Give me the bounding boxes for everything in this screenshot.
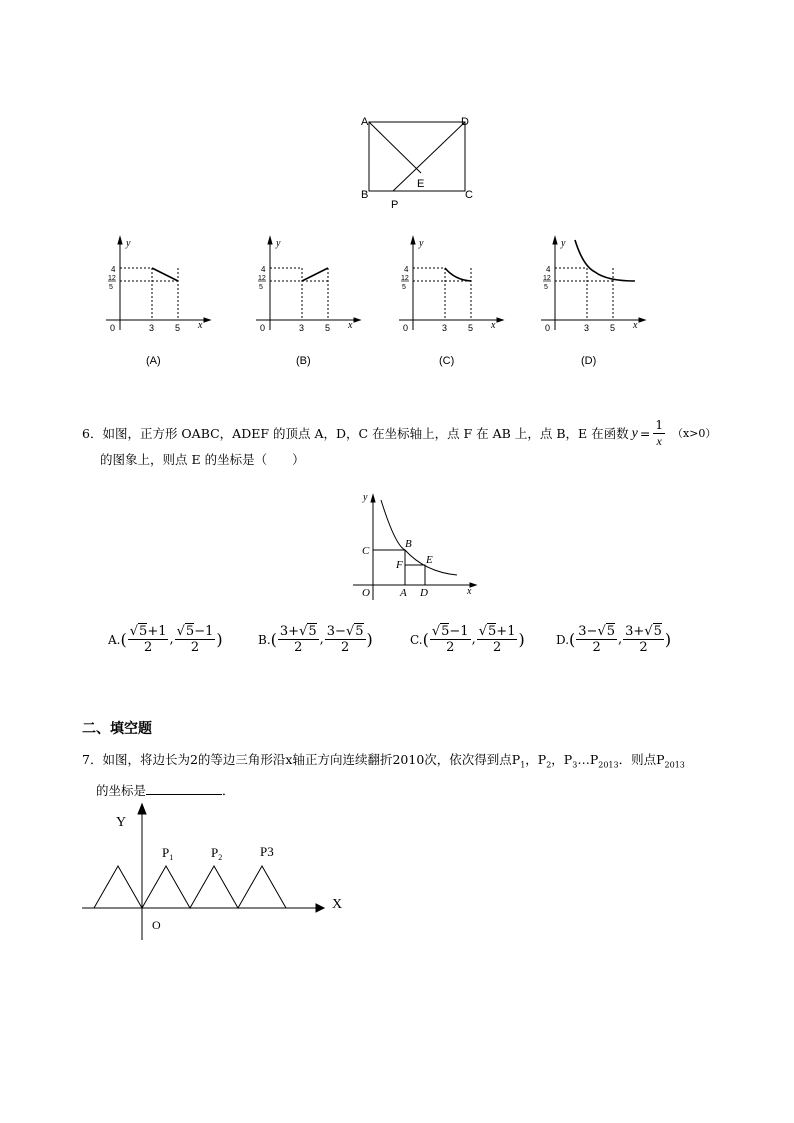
graph-x-label: x [491,320,496,331]
graph-caption: (C) [439,355,455,367]
q7-answer-blank[interactable] [146,782,222,795]
option-comma: , [471,632,476,647]
graph-ytick-4: 4 [261,265,266,274]
q6-func-den: x [656,434,662,448]
option-close-paren: ) [518,630,525,649]
graph-y-label: y [126,238,131,249]
option-close-paren: ) [366,630,373,649]
graph-ytick-12: 12 [543,275,551,282]
q7-sub-4: 2013 [598,760,619,770]
q6-fig-B: B [405,538,412,550]
q6-option-a[interactable] [108,624,223,655]
option-fraction-1: $\frac{3+√5}{2}$ [279,624,317,655]
graph-caption: (D) [581,355,597,367]
option-fraction-2: $\frac{√5-1}{2}$ [176,624,214,655]
option-comma: , [618,632,623,647]
q7-fig-X: X [332,897,343,912]
q6-func-num: 1 [655,418,663,432]
option-fraction-2: $\frac{3-√5}{2}$ [326,624,364,655]
graph-caption: (A) [146,355,161,367]
graph-choice-3 [393,232,518,372]
q7-line2-text: 的坐标是 [96,783,147,798]
graph-origin-label: 0 [260,323,266,333]
graph-xtick-5: 5 [610,323,616,333]
graph-ytick-5: 5 [259,284,263,291]
graph-origin-label: 0 [110,323,116,333]
q7-line2 [96,782,235,799]
graph-choice-1 [100,232,225,372]
q7-sub-1: 1 [520,760,526,770]
q7-fig-P1: $P_1$ [162,845,174,862]
option-fraction-2: $\frac{√5+1}{2}$ [478,624,516,655]
graph-ytick-12: 12 [108,275,116,282]
q7-fig-P3: P3 [260,844,274,859]
q6-option-d[interactable] [556,624,671,655]
option-open-paren: ( [422,630,429,649]
graph-ytick-12: 12 [258,275,266,282]
graph-y-label: y [561,238,566,249]
graph-x-label: x [348,320,353,331]
option-fraction-1: $\frac{3-√5}{2}$ [578,624,616,655]
q6-func-eq: = [639,425,651,441]
graph-origin-label: 0 [545,323,551,333]
graph-ytick-4: 4 [546,265,551,274]
graph-y-label: y [276,238,281,249]
option-comma: , [319,632,324,647]
option-fraction-1: $\frac{√5+1}{2}$ [129,624,167,655]
graph-choice-4 [535,232,660,372]
graph-x-label: x [633,320,638,331]
q7-sub-2: 2 [546,760,552,770]
q7-text: 7．如图，将边长为2的等边三角形沿x轴正方向连续翻折2010次，依次得到点P [82,752,521,767]
label-B: B [361,189,369,201]
option-open-paren: ( [569,630,576,649]
graph-ytick-4: 4 [111,265,116,274]
q7-fig-P2: $P_2$ [211,845,223,862]
q6-fig-y: y [363,492,368,503]
q7-dots: …P [577,752,599,767]
q7-tail: ．则点P [618,752,665,767]
label-D: D [461,116,469,128]
q6-fig-O: O [362,587,370,599]
graph-xtick-3: 3 [149,323,155,333]
label-E: E [417,178,425,190]
graph-xtick-3: 3 [584,323,590,333]
q6-func-y: y [631,425,638,441]
q6-fig-D: D [420,587,428,599]
q6-line1 [82,418,716,449]
option-close-paren: ) [664,630,672,649]
q7-fig-Y: Y [116,815,127,830]
graph-xtick-3: 3 [299,323,305,333]
q6-fig-C: C [362,545,370,557]
q7-fig-O: O [152,918,161,932]
graph-caption: (B) [296,355,311,367]
q7-line1 [82,752,685,774]
graph-ytick-5: 5 [544,284,548,291]
graph-xtick-5: 5 [325,323,331,333]
graph-x-label: x [198,320,203,331]
q6-prefix: 6．如图，正方形 OABC，ADEF 的顶点 A，D，C 在坐标轴上，点 F 在 AB 上，点 B，E 在函数 [82,425,629,441]
option-fraction-1: $\frac{√5-1}{2}$ [431,624,469,655]
label-A: A [361,116,369,128]
q7-sub-3: 3 [572,760,578,770]
q6-fig-F: F [396,559,403,571]
q6-option-c[interactable] [410,624,525,655]
option-open-paren: ( [120,630,127,649]
graph-xtick-5: 5 [468,323,474,333]
option-close-paren: ) [216,630,223,649]
graph-y-label: y [419,238,424,249]
graph-ytick-5: 5 [402,284,406,291]
option-letter: A. [108,632,121,647]
q7-end: ． [222,783,235,798]
q6-fig-x: x [467,586,472,597]
q6-line2: 的图象上，则点 E 的坐标是（ ） [100,452,305,467]
q6-func-fraction [653,418,665,449]
q7-figure [78,800,368,945]
option-letter: C. [410,632,423,647]
graph-ytick-12: 12 [401,275,409,282]
graph-xtick-3: 3 [442,323,448,333]
q6-condition: （x>0） [671,426,717,440]
q7-sep-2: ，P [551,752,573,767]
graph-ytick-5: 5 [109,284,113,291]
graph-origin-label: 0 [403,323,409,333]
option-letter: B. [258,632,271,647]
rectangle-figure [355,112,485,212]
q7-sep-1: ，P [525,752,547,767]
graph-xtick-5: 5 [175,323,181,333]
q6-figure [345,490,485,605]
q6-fig-A: A [400,587,407,599]
option-open-paren: ( [270,630,277,649]
option-fraction-2: $\frac{3+√5}{2}$ [625,624,662,655]
label-C: C [465,189,473,201]
q6-option-b[interactable] [258,624,373,655]
graph-choice-2 [250,232,375,372]
label-P: P [391,199,399,211]
option-letter: D. [556,632,570,647]
graph-ytick-4: 4 [404,265,409,274]
q6-fig-E: E [426,554,433,566]
section-title: 二、填空题 [82,721,152,737]
q7-sub-5: 2013 [664,760,685,770]
option-comma: , [169,632,174,647]
